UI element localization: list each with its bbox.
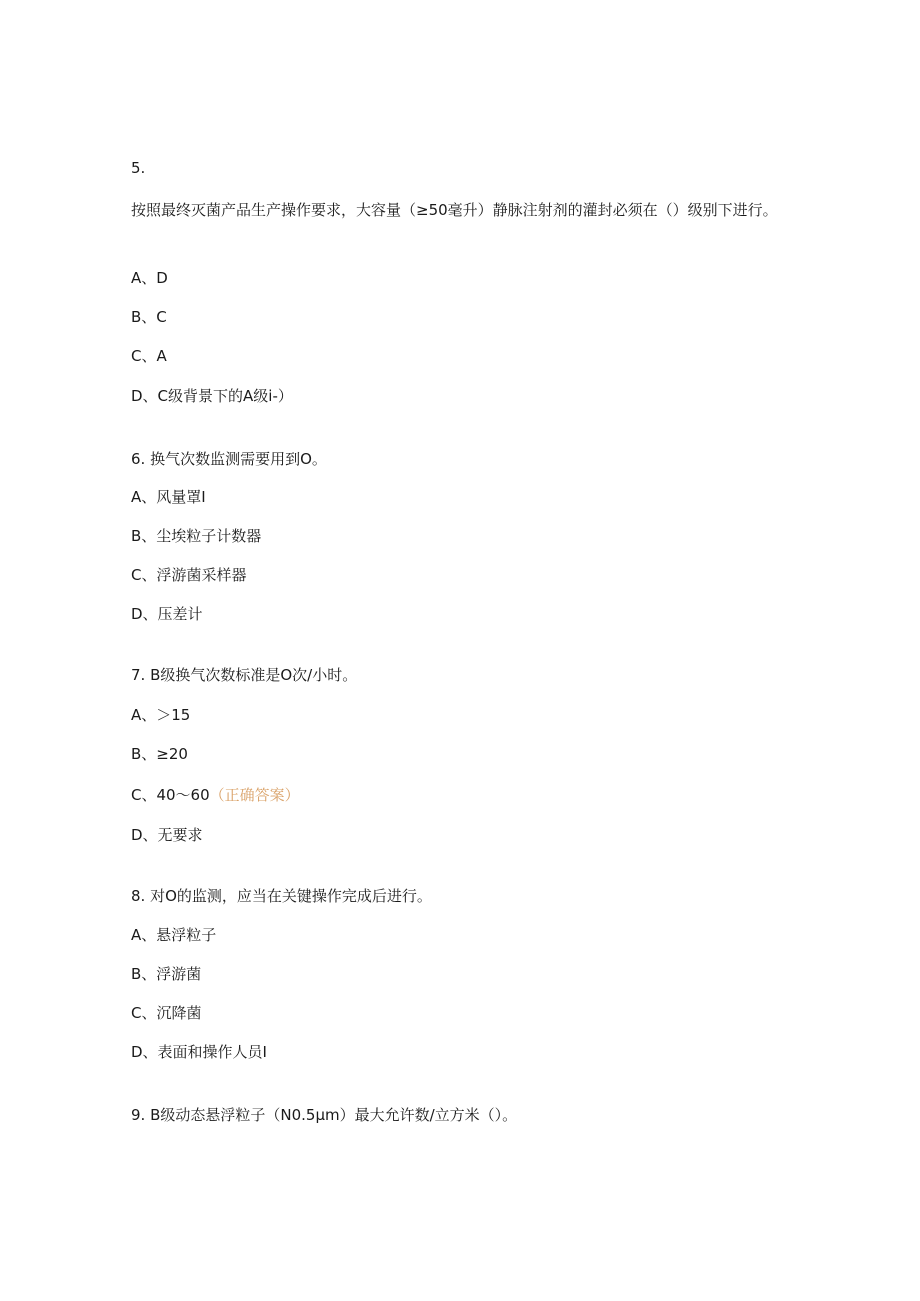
question-8-stem: 8. 对O的监测，应当在关键操作完成后进行。 <box>131 887 432 905</box>
question-7-option-a: A、＞15 <box>131 706 191 724</box>
question-8-option-a: A、悬浮粒子 <box>131 926 217 944</box>
question-8-option-c: C、沉降菌 <box>131 1004 202 1022</box>
question-9-stem: 9. B级动态悬浮粒子（N0.5μm）最大允许数/立方米（）。 <box>131 1106 518 1124</box>
question-7-option-d: D、无要求 <box>131 826 203 844</box>
question-5-option-d: D、C级背景下的A级i-） <box>131 387 293 405</box>
question-8-option-b: B、浮游菌 <box>131 965 202 983</box>
question-5-number: 5. <box>131 159 146 177</box>
question-7-option-c-text: C、40～60 <box>131 786 210 804</box>
question-7-option-c <box>131 785 300 805</box>
question-6-option-b: B、尘埃粒子计数器 <box>131 527 262 545</box>
question-6-option-c: C、浮游菌采样器 <box>131 566 247 584</box>
question-5-stem: 按照最终灭菌产品生产操作要求，大容量（≥50毫升）静脉注射剂的灌封必须在（）级别下进行。 <box>131 201 778 219</box>
question-6-option-d: D、压差计 <box>131 605 203 623</box>
question-5-option-c: C、A <box>131 347 167 365</box>
question-7-option-b: B、≥20 <box>131 745 188 763</box>
correct-answer-hint: （正确答案） <box>209 786 300 804</box>
question-5-option-b: B、C <box>131 308 167 326</box>
question-5-option-a: A、D <box>131 269 168 287</box>
question-7-stem: 7. B级换气次数标准是O次/小时。 <box>131 666 358 684</box>
question-6-option-a: A、风量罩I <box>131 488 206 506</box>
question-8-option-d: D、表面和操作人员I <box>131 1043 267 1061</box>
question-6-stem: 6. 换气次数监测需要用到O。 <box>131 450 327 468</box>
